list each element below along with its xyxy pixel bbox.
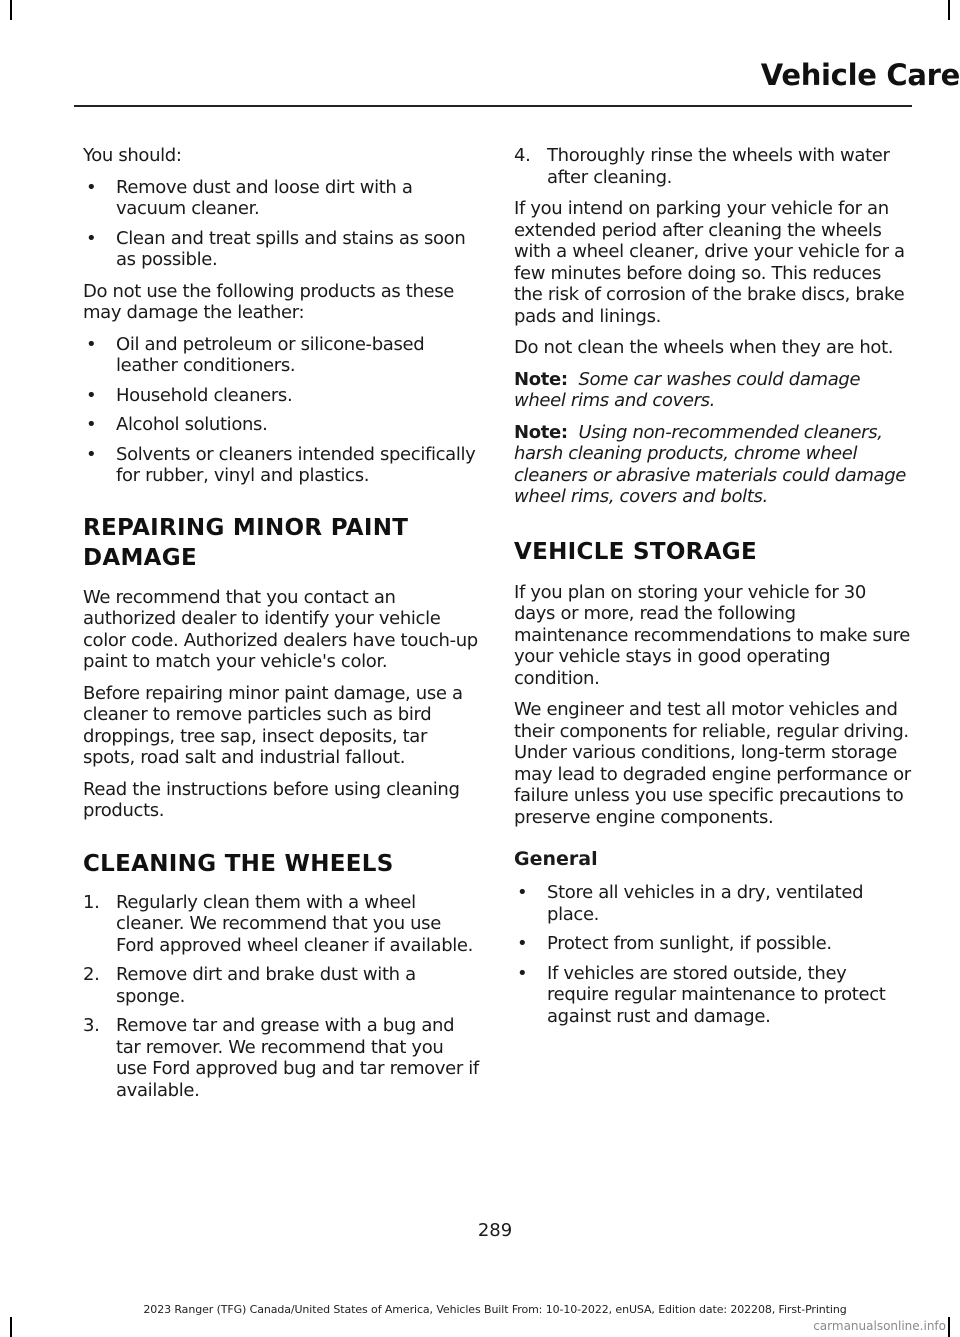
crop-mark-top-right — [948, 0, 950, 20]
list-item: 1. Regularly clean them with a wheel cleaner. We recommend that you use Ford approved wheel cleaner if available. — [83, 891, 474, 956]
list-item: • Oil and petroleum or silicone-based leather conditioners. — [86, 333, 425, 376]
page-number: 289 — [477, 1220, 513, 1241]
page-header — [0, 58, 960, 92]
general-list — [514, 882, 912, 1027]
parking-paragraph: If you intend on parking your vehicle for an extended period after cleaning the wheels with a wheel cleaner, drive your vehicle for a few minutes before doing so. This reduces the risk of corrosion of the brake discs, brake pads and linings. — [514, 198, 905, 327]
list-item: • If vehicles are stored outside, they require regular maintenance to protect against rust and damage. — [517, 962, 886, 1027]
list-item: • Remove dust and loose dirt with a vacuum cleaner. — [86, 176, 413, 219]
storage-paragraph-1: If you plan on storing your vehicle for 30 days or more, read the following maintenance recommendations to make sure your vehicle stays in good operating condition. — [514, 581, 911, 689]
paint-paragraph-3: Read the instructions before using cleaning products. — [83, 778, 460, 821]
list-item: • Clean and treat spills and stains as soon as possible. — [86, 227, 466, 270]
avoid-list — [83, 334, 479, 487]
heading-cleaning-wheels: CLEANING THE WHEELS — [83, 850, 394, 877]
heading-repairing-paint: REPAIRING MINOR PAINT DAMAGE — [83, 514, 409, 571]
note-cleaners: Note: Using non-recommended cleaners, harsh cleaning products, chrome wheel cleaners or abrasive materials could damage wheel rims, covers and bolts. — [514, 421, 906, 507]
crop-mark-top-left — [10, 0, 12, 20]
list-item: 4. Thoroughly rinse the wheels with water after cleaning. — [514, 145, 890, 188]
note-label: Note: — [514, 421, 568, 443]
bullet: • — [86, 333, 97, 355]
watermark: carmanualsonline.info — [813, 1319, 946, 1333]
list-item: 3. Remove tar and grease with a bug and tar remover. We recommend that you use Ford approved bug and tar remover if available. — [83, 1015, 479, 1101]
hot-wheels-paragraph: Do not clean the wheels when they are hot. — [514, 337, 894, 358]
wheel-steps-continued — [514, 145, 912, 188]
should-list — [83, 177, 479, 271]
you-should-intro: You should: — [83, 145, 182, 166]
bullet: • — [517, 882, 528, 903]
list-item: 2. Remove dirt and brake dust with a sponge. — [83, 964, 416, 1007]
list-item: • Alcohol solutions. — [86, 414, 268, 435]
storage-paragraph-2: We engineer and test all motor vehicles and their components for reliable, regular driving. Under various conditions, long-term storage may lead to degraded engine performance or failure unless you use specific precautions to preserve engine components. — [514, 699, 911, 828]
bullet: • — [517, 933, 528, 954]
heading-general: General — [514, 848, 598, 870]
bullet: • — [86, 176, 97, 198]
header-rule — [74, 105, 912, 107]
note-car-washes: Note: Some car washes could damage wheel rims and covers. — [514, 368, 861, 411]
crop-mark-bottom-left — [10, 1317, 12, 1337]
bullet: • — [86, 227, 97, 249]
wheel-steps — [83, 892, 479, 1102]
paint-paragraph-1: We recommend that you contact an authorized dealer to identify your vehicle color code. Authorized dealers have touch-up paint to match your vehicle's color. — [83, 586, 478, 672]
avoid-products-intro: Do not use the following products as these may damage the leather: — [83, 280, 455, 323]
paint-paragraph-2: Before repairing minor paint damage, use a cleaner to remove particles such as bird droppings, tree sap, insect deposits, tar spots, road salt and industrial fallout. — [83, 682, 463, 768]
list-item: • Household cleaners. — [86, 384, 293, 406]
bullet: • — [517, 962, 528, 984]
bullet: • — [86, 384, 97, 406]
list-item: • Solvents or cleaners intended specifically for rubber, vinyl and plastics. — [86, 443, 476, 486]
crop-mark-bottom-right — [948, 1317, 950, 1337]
list-item: • Protect from sunlight, if possible. — [517, 933, 832, 954]
bullet: • — [86, 443, 97, 465]
right-column — [514, 145, 912, 1037]
left-column — [83, 145, 479, 1111]
footer-edition-info: 2023 Ranger (TFG) Canada/United States of America, Vehicles Built From: 10-10-2022, enUSA, Edition date: 202208, First-Printing — [143, 1303, 847, 1316]
heading-vehicle-storage: VEHICLE STORAGE — [514, 538, 757, 565]
note-label: Note: — [514, 368, 568, 390]
section-title: Vehicle Care — [760, 58, 960, 92]
bullet: • — [86, 414, 97, 435]
list-item: • Store all vehicles in a dry, ventilated place. — [517, 882, 864, 925]
